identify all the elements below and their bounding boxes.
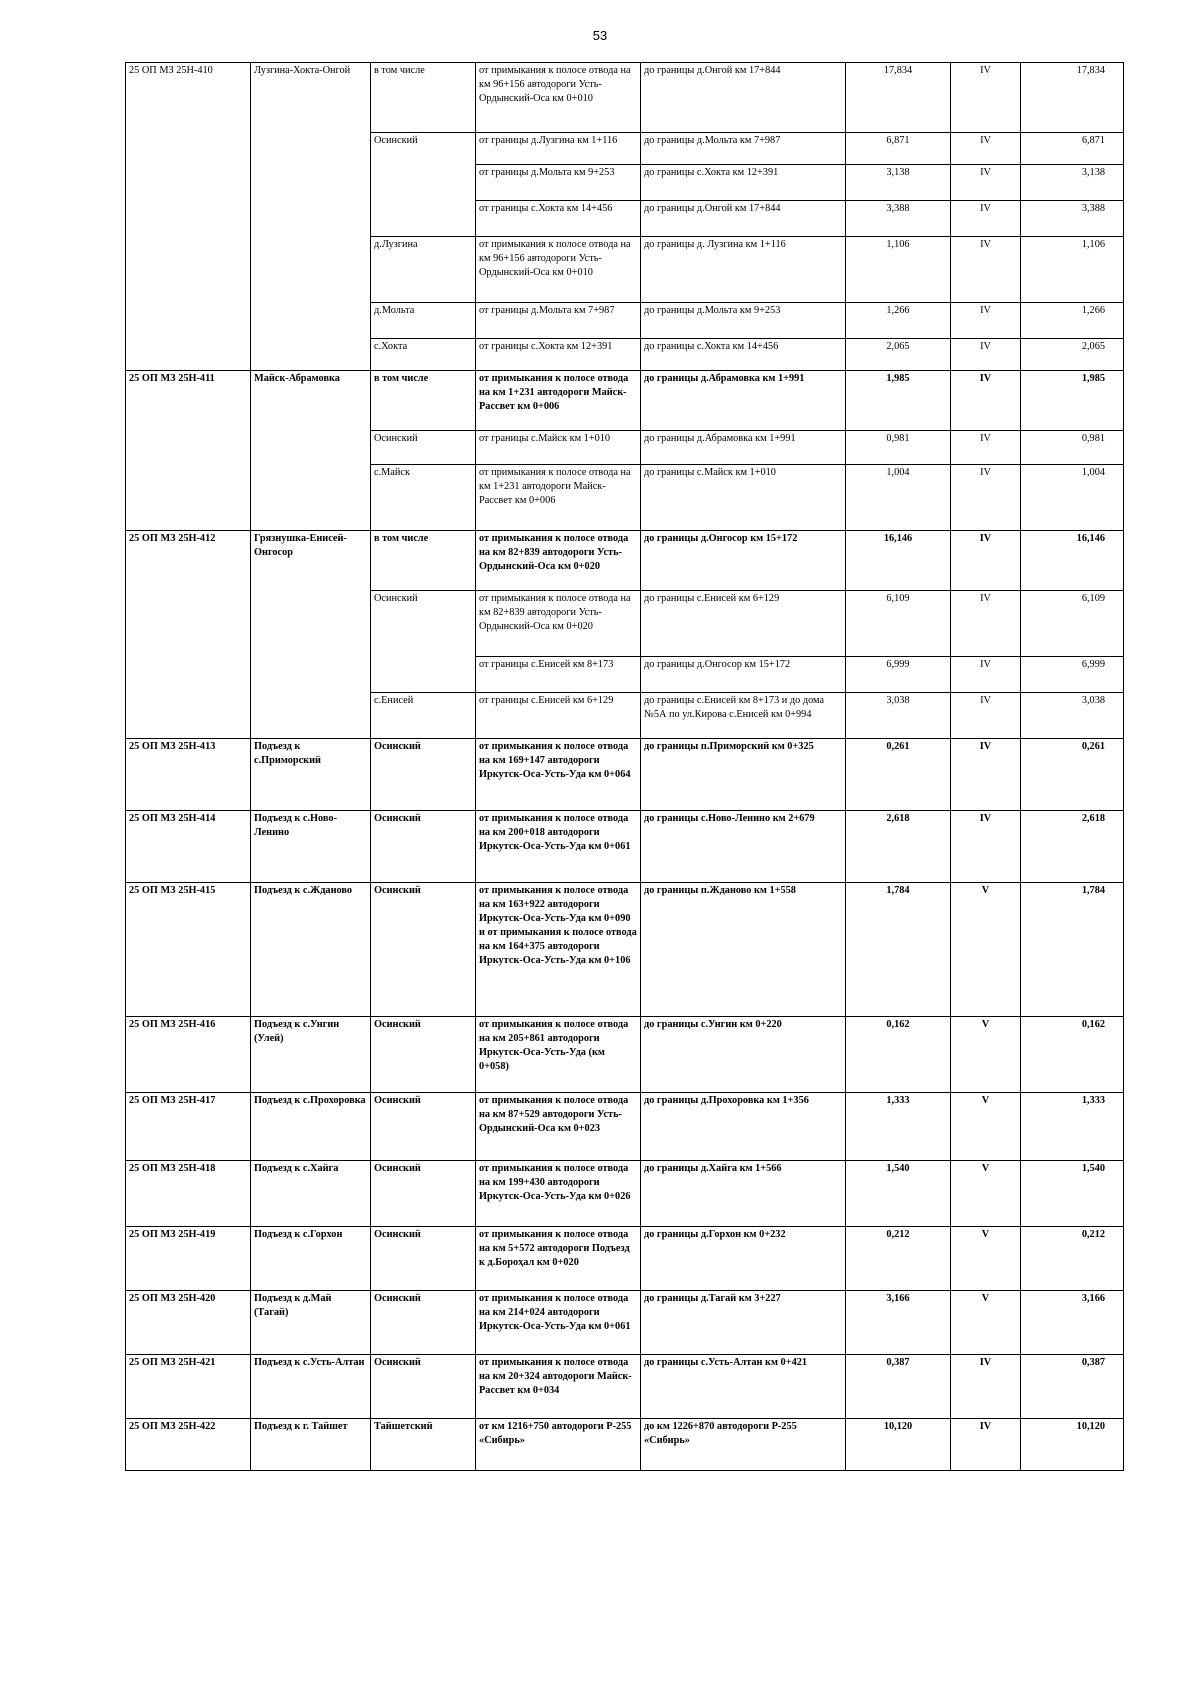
total-length-cell: 0,981: [1021, 431, 1124, 465]
table-row: [126, 371, 1124, 431]
locality-cell: Осинский: [371, 431, 476, 465]
roads-table-container: [125, 62, 1123, 1471]
table-row: [126, 657, 1124, 693]
table-row: [126, 63, 1124, 133]
road-code-cell: 25 ОП МЗ 25Н-412: [126, 531, 251, 591]
locality-cell: в том числе: [371, 371, 476, 431]
table-row: [126, 133, 1124, 165]
locality-cell: с.Майск: [371, 465, 476, 531]
road-category-cell: IV: [951, 339, 1021, 371]
road-category-cell: IV: [951, 133, 1021, 165]
segment-end-cell: до границы с.Енисей км 6+129: [641, 591, 846, 657]
road-category-cell: IV: [951, 371, 1021, 431]
table-row: [126, 1093, 1124, 1161]
segment-start-cell: от границы с.Енисей км 8+173: [476, 657, 641, 693]
segment-end-cell: до границы с.Хокта км 14+456: [641, 339, 846, 371]
road-name-cell: Подъезд к с.Ново-Ленино: [251, 811, 371, 883]
segment-start-cell: от примыкания к полосе отвода на км 200+018 автодороги Иркутск-Оса-Усть-Уда км 0+061: [476, 811, 641, 883]
segment-end-cell: до границы д.Абрамовка км 1+991: [641, 371, 846, 431]
road-name-cell: [251, 165, 371, 201]
road-code-cell: 25 ОП МЗ 25Н-419: [126, 1227, 251, 1291]
table-row: [126, 531, 1124, 591]
locality-cell: Осинский: [371, 1291, 476, 1355]
total-length-cell: 0,387: [1021, 1355, 1124, 1419]
locality-cell: с.Хокта: [371, 339, 476, 371]
length-km-cell: 1,784: [846, 883, 951, 1017]
road-name-cell: [251, 303, 371, 339]
segment-end-cell: до границы с.Усть-Алтан км 0+421: [641, 1355, 846, 1419]
segment-start-cell: от примыкания к полосе отвода на км 82+839 автодороги Усть-Ордынский-Оса км 0+020: [476, 531, 641, 591]
locality-cell: [371, 165, 476, 201]
length-km-cell: 3,138: [846, 165, 951, 201]
road-code-cell: 25 ОП МЗ 25Н-416: [126, 1017, 251, 1093]
segment-start-cell: от примыкания к полосе отвода на км 5+572 автодороги Подъезд к д.Бороҳал км 0+020: [476, 1227, 641, 1291]
road-category-cell: V: [951, 1227, 1021, 1291]
length-km-cell: 17,834: [846, 63, 951, 133]
segment-start-cell: от границы д.Мольта км 9+253: [476, 165, 641, 201]
road-code-cell: [126, 165, 251, 201]
total-length-cell: 6,109: [1021, 591, 1124, 657]
segment-end-cell: до границы д.Мольта км 7+987: [641, 133, 846, 165]
segment-end-cell: до границы с.Унгин км 0+220: [641, 1017, 846, 1093]
road-name-cell: Подъезд к с.Жданово: [251, 883, 371, 1017]
length-km-cell: 6,109: [846, 591, 951, 657]
total-length-cell: 17,834: [1021, 63, 1124, 133]
locality-cell: Осинский: [371, 591, 476, 657]
table-row: [126, 1161, 1124, 1227]
road-category-cell: IV: [951, 591, 1021, 657]
road-name-cell: Подъезд к г. Тайшет: [251, 1419, 371, 1471]
road-category-cell: IV: [951, 657, 1021, 693]
total-length-cell: 1,985: [1021, 371, 1124, 431]
table-row: [126, 739, 1124, 811]
road-code-cell: [126, 465, 251, 531]
road-name-cell: [251, 657, 371, 693]
segment-start-cell: от примыкания к полосе отвода на км 87+529 автодороги Усть-Ордынский-Оса км 0+023: [476, 1093, 641, 1161]
road-name-cell: Подъезд к д.Май (Тагай): [251, 1291, 371, 1355]
road-category-cell: V: [951, 1017, 1021, 1093]
segment-end-cell: до границы д.Прохоровка км 1+356: [641, 1093, 846, 1161]
length-km-cell: 0,261: [846, 739, 951, 811]
road-category-cell: V: [951, 1093, 1021, 1161]
road-name-cell: Подъезд к с.Хайга: [251, 1161, 371, 1227]
table-row: [126, 883, 1124, 1017]
locality-cell: Осинский: [371, 1093, 476, 1161]
roads-table-body: [126, 63, 1124, 1471]
segment-start-cell: от примыкания к полосе отвода на км 214+024 автодороги Иркутск-Оса-Усть-Уда км 0+061: [476, 1291, 641, 1355]
segment-end-cell: до границы д.Мольта км 9+253: [641, 303, 846, 339]
segment-end-cell: до границы с.Майск км 1+010: [641, 465, 846, 531]
segment-start-cell: от границы с.Майск км 1+010: [476, 431, 641, 465]
road-name-cell: Лузгина-Хокта-Онгой: [251, 63, 371, 133]
total-length-cell: 6,871: [1021, 133, 1124, 165]
road-category-cell: V: [951, 1161, 1021, 1227]
table-row: [126, 303, 1124, 339]
road-code-cell: [126, 201, 251, 237]
table-row: [126, 1227, 1124, 1291]
segment-end-cell: до км 1226+870 автодороги Р-255 «Сибирь»: [641, 1419, 846, 1471]
road-code-cell: [126, 339, 251, 371]
road-code-cell: [126, 237, 251, 303]
road-name-cell: [251, 201, 371, 237]
segment-end-cell: до границы п.Жданово км 1+558: [641, 883, 846, 1017]
length-km-cell: 2,618: [846, 811, 951, 883]
road-code-cell: [126, 133, 251, 165]
length-km-cell: 0,387: [846, 1355, 951, 1419]
length-km-cell: 0,981: [846, 431, 951, 465]
road-code-cell: 25 ОП МЗ 25Н-413: [126, 739, 251, 811]
road-category-cell: IV: [951, 63, 1021, 133]
length-km-cell: 1,333: [846, 1093, 951, 1161]
road-category-cell: IV: [951, 811, 1021, 883]
total-length-cell: 3,388: [1021, 201, 1124, 237]
total-length-cell: 1,106: [1021, 237, 1124, 303]
segment-start-cell: от км 1216+750 автодороги Р-255 «Сибирь»: [476, 1419, 641, 1471]
segment-end-cell: до границы д. Лузгина км 1+116: [641, 237, 846, 303]
total-length-cell: 6,999: [1021, 657, 1124, 693]
table-row: [126, 693, 1124, 739]
segment-end-cell: до границы д.Онгосор км 15+172: [641, 657, 846, 693]
road-category-cell: IV: [951, 201, 1021, 237]
segment-start-cell: от примыкания к полосе отвода на км 1+231 автодороги Майск-Рассвет км 0+006: [476, 465, 641, 531]
table-row: [126, 237, 1124, 303]
total-length-cell: 1,540: [1021, 1161, 1124, 1227]
segment-start-cell: от примыкания к полосе отвода на км 199+430 автодороги Иркутск-Оса-Усть-Уда км 0+026: [476, 1161, 641, 1227]
road-name-cell: Подъезд к с.Усть-Алтан: [251, 1355, 371, 1419]
road-code-cell: [126, 303, 251, 339]
segment-end-cell: до границы п.Приморский км 0+325: [641, 739, 846, 811]
road-category-cell: IV: [951, 465, 1021, 531]
segment-end-cell: до границы д.Онгой км 17+844: [641, 63, 846, 133]
segment-end-cell: до границы с.Хокта км 12+391: [641, 165, 846, 201]
table-row: [126, 1291, 1124, 1355]
road-code-cell: 25 ОП МЗ 25Н-418: [126, 1161, 251, 1227]
road-name-cell: [251, 693, 371, 739]
road-category-cell: V: [951, 883, 1021, 1017]
total-length-cell: 16,146: [1021, 531, 1124, 591]
table-row: [126, 1419, 1124, 1471]
road-name-cell: [251, 339, 371, 371]
locality-cell: д.Лузгина: [371, 237, 476, 303]
road-name-cell: [251, 237, 371, 303]
segment-end-cell: до границы д.Хайга км 1+566: [641, 1161, 846, 1227]
table-row: [126, 1355, 1124, 1419]
road-name-cell: [251, 591, 371, 657]
road-code-cell: 25 ОП МЗ 25Н-422: [126, 1419, 251, 1471]
locality-cell: Осинский: [371, 1161, 476, 1227]
segment-start-cell: от примыкания к полосе отвода на км 96+156 автодороги Усть-Ордынский-Оса км 0+010: [476, 237, 641, 303]
length-km-cell: 1,985: [846, 371, 951, 431]
total-length-cell: 2,618: [1021, 811, 1124, 883]
locality-cell: Осинский: [371, 883, 476, 1017]
length-km-cell: 6,871: [846, 133, 951, 165]
segment-start-cell: от примыкания к полосе отвода на км 20+324 автодороги Майск-Рассвет км 0+034: [476, 1355, 641, 1419]
road-code-cell: 25 ОП МЗ 25Н-421: [126, 1355, 251, 1419]
road-name-cell: [251, 133, 371, 165]
length-km-cell: 3,388: [846, 201, 951, 237]
segment-end-cell: до границы д.Горхон км 0+232: [641, 1227, 846, 1291]
segment-start-cell: от примыкания к полосе отвода на км 205+861 автодороги Иркутск-Оса-Усть-Уда (км 0+058): [476, 1017, 641, 1093]
locality-cell: Осинский: [371, 1355, 476, 1419]
road-category-cell: IV: [951, 237, 1021, 303]
locality-cell: Осинский: [371, 739, 476, 811]
road-name-cell: Подъезд к с.Прохоровка: [251, 1093, 371, 1161]
road-category-cell: IV: [951, 431, 1021, 465]
total-length-cell: 10,120: [1021, 1419, 1124, 1471]
total-length-cell: 2,065: [1021, 339, 1124, 371]
length-km-cell: 1,540: [846, 1161, 951, 1227]
road-name-cell: [251, 431, 371, 465]
segment-end-cell: до границы д.Абрамовка км 1+991: [641, 431, 846, 465]
locality-cell: с.Енисей: [371, 693, 476, 739]
locality-cell: в том числе: [371, 63, 476, 133]
segment-end-cell: до границы д.Онгосор км 15+172: [641, 531, 846, 591]
road-code-cell: [126, 657, 251, 693]
locality-cell: Осинский: [371, 811, 476, 883]
total-length-cell: 0,162: [1021, 1017, 1124, 1093]
table-row: [126, 465, 1124, 531]
total-length-cell: 1,266: [1021, 303, 1124, 339]
table-row: [126, 811, 1124, 883]
road-code-cell: [126, 591, 251, 657]
road-category-cell: IV: [951, 1355, 1021, 1419]
road-name-cell: Подъезд к с.Приморский: [251, 739, 371, 811]
locality-cell: Осинский: [371, 133, 476, 165]
table-row: [126, 591, 1124, 657]
length-km-cell: 1,106: [846, 237, 951, 303]
total-length-cell: 1,784: [1021, 883, 1124, 1017]
road-code-cell: 25 ОП МЗ 25Н-414: [126, 811, 251, 883]
locality-cell: Тайшетский: [371, 1419, 476, 1471]
segment-start-cell: от границы с.Хокта км 14+456: [476, 201, 641, 237]
length-km-cell: 1,004: [846, 465, 951, 531]
road-category-cell: IV: [951, 165, 1021, 201]
table-row: [126, 201, 1124, 237]
segment-start-cell: от границы с.Хокта км 12+391: [476, 339, 641, 371]
table-row: [126, 431, 1124, 465]
segment-start-cell: от границы д.Лузгина км 1+116: [476, 133, 641, 165]
length-km-cell: 0,162: [846, 1017, 951, 1093]
total-length-cell: 1,333: [1021, 1093, 1124, 1161]
road-name-cell: [251, 465, 371, 531]
locality-cell: Осинский: [371, 1017, 476, 1093]
segment-start-cell: от примыкания к полосе отвода на км 82+839 автодороги Усть-Ордынский-Оса км 0+020: [476, 591, 641, 657]
road-code-cell: 25 ОП МЗ 25Н-420: [126, 1291, 251, 1355]
segment-start-cell: от примыкания к полосе отвода на км 1+231 автодороги Майск-Рассвет км 0+006: [476, 371, 641, 431]
locality-cell: в том числе: [371, 531, 476, 591]
length-km-cell: 6,999: [846, 657, 951, 693]
length-km-cell: 0,212: [846, 1227, 951, 1291]
road-category-cell: IV: [951, 1419, 1021, 1471]
road-category-cell: IV: [951, 531, 1021, 591]
road-code-cell: [126, 431, 251, 465]
locality-cell: Осинский: [371, 1227, 476, 1291]
locality-cell: д.Мольта: [371, 303, 476, 339]
segment-start-cell: от границы с.Енисей км 6+129: [476, 693, 641, 739]
total-length-cell: 3,038: [1021, 693, 1124, 739]
table-row: [126, 165, 1124, 201]
road-code-cell: 25 ОП МЗ 25Н-410: [126, 63, 251, 133]
road-name-cell: Подъезд к с.Унгин (Улей): [251, 1017, 371, 1093]
length-km-cell: 3,166: [846, 1291, 951, 1355]
road-name-cell: Подъезд к с.Горхон: [251, 1227, 371, 1291]
road-code-cell: 25 ОП МЗ 25Н-415: [126, 883, 251, 1017]
segment-start-cell: от границы д.Мольта км 7+987: [476, 303, 641, 339]
total-length-cell: 0,212: [1021, 1227, 1124, 1291]
segment-start-cell: от примыкания к полосе отвода на км 163+922 автодороги Иркутск-Оса-Усть-Уда км 0+090 и от примыкания к полосе отвода на км 164+375 автодороги Иркутск-Оса-Усть-Уда км 0+106: [476, 883, 641, 1017]
road-category-cell: V: [951, 1291, 1021, 1355]
road-category-cell: IV: [951, 693, 1021, 739]
total-length-cell: 0,261: [1021, 739, 1124, 811]
segment-start-cell: от примыкания к полосе отвода на км 169+147 автодороги Иркутск-Оса-Усть-Уда км 0+064: [476, 739, 641, 811]
segment-end-cell: до границы с.Ново-Ленино км 2+679: [641, 811, 846, 883]
road-code-cell: 25 ОП МЗ 25Н-417: [126, 1093, 251, 1161]
road-name-cell: Майск-Абрамовка: [251, 371, 371, 431]
page-number: 53: [592, 28, 608, 43]
length-km-cell: 16,146: [846, 531, 951, 591]
length-km-cell: 3,038: [846, 693, 951, 739]
length-km-cell: 10,120: [846, 1419, 951, 1471]
table-row: [126, 339, 1124, 371]
table-row: [126, 1017, 1124, 1093]
road-name-cell: Грязнушка-Енисей-Онгосор: [251, 531, 371, 591]
segment-end-cell: до границы с.Енисей км 8+173 и до дома №5А по ул.Кирова с.Енисей км 0+994: [641, 693, 846, 739]
segment-end-cell: до границы д.Тагай км 3+227: [641, 1291, 846, 1355]
locality-cell: [371, 657, 476, 693]
road-category-cell: IV: [951, 303, 1021, 339]
length-km-cell: 2,065: [846, 339, 951, 371]
road-code-cell: 25 ОП МЗ 25Н-411: [126, 371, 251, 431]
road-code-cell: [126, 693, 251, 739]
total-length-cell: 1,004: [1021, 465, 1124, 531]
total-length-cell: 3,166: [1021, 1291, 1124, 1355]
segment-start-cell: от примыкания к полосе отвода на км 96+156 автодороги Усть-Ордынский-Оса км 0+010: [476, 63, 641, 133]
road-category-cell: IV: [951, 739, 1021, 811]
roads-table: [125, 62, 1124, 1471]
total-length-cell: 3,138: [1021, 165, 1124, 201]
length-km-cell: 1,266: [846, 303, 951, 339]
locality-cell: [371, 201, 476, 237]
segment-end-cell: до границы д.Онгой км 17+844: [641, 201, 846, 237]
